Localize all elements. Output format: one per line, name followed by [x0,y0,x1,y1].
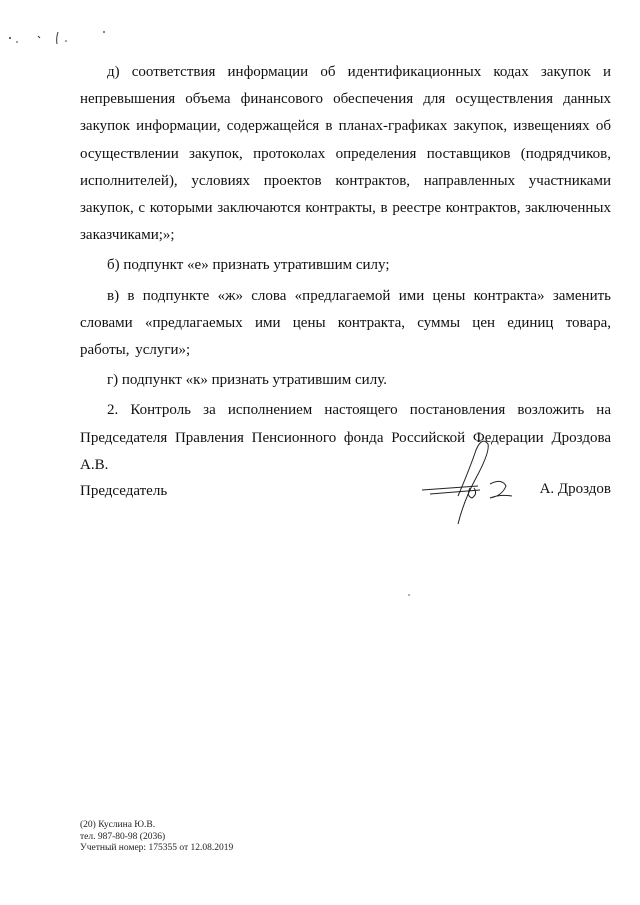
scan-speck [408,594,410,596]
signature-block [80,478,611,528]
executor-info [80,820,233,855]
paragraph-item-d: д) соответствия информации об идентификационных кодах закупок и непревышения объема финансового обеспечения для осуществления данных закупок информации, содержащейся в планах-графиках закупок, извещениях об осуществлении закупок, протоколах определения поставщиков (подрядчиков, исполнителей), условиях проектов контрактов, направленных участниками закупок, с которыми заключаются контракты, в реестре контрактов, заключенных заказчиками;»; [80,64,611,244]
registration-number: Учетный номер: 175355 от 12.08.2019 [80,843,234,853]
paragraph-control-clause: 2. Контроль за исполнением настоящего постановления возложить на Председателя Правления Пенсионного фонда Российской Федерации Дроздова А.В. [80,402,611,473]
handwritten-signature [410,438,520,528]
signatory-name: А. Дроздов [539,481,611,497]
paragraph-item-b: б) подпункт «е» признать утратившим силу; [107,257,390,274]
scan-specks [0,20,130,50]
document-body [80,59,611,482]
signatory-title: Председатель [80,483,168,499]
paragraph-item-v: в) в подпункте «ж» слова «предлагаемой ими цены контракта» заменить словами «предлагаемых ими цены контракта, суммы цен единиц товара, работы, услуги»; [80,287,611,359]
paragraph-item-g: г) подпункт «к» признать утратившим силу. [107,372,387,389]
executor-name: (20) Куслина Ю.В. [80,820,156,830]
executor-phone: тел. 987-80-98 (2036) [80,831,166,842]
